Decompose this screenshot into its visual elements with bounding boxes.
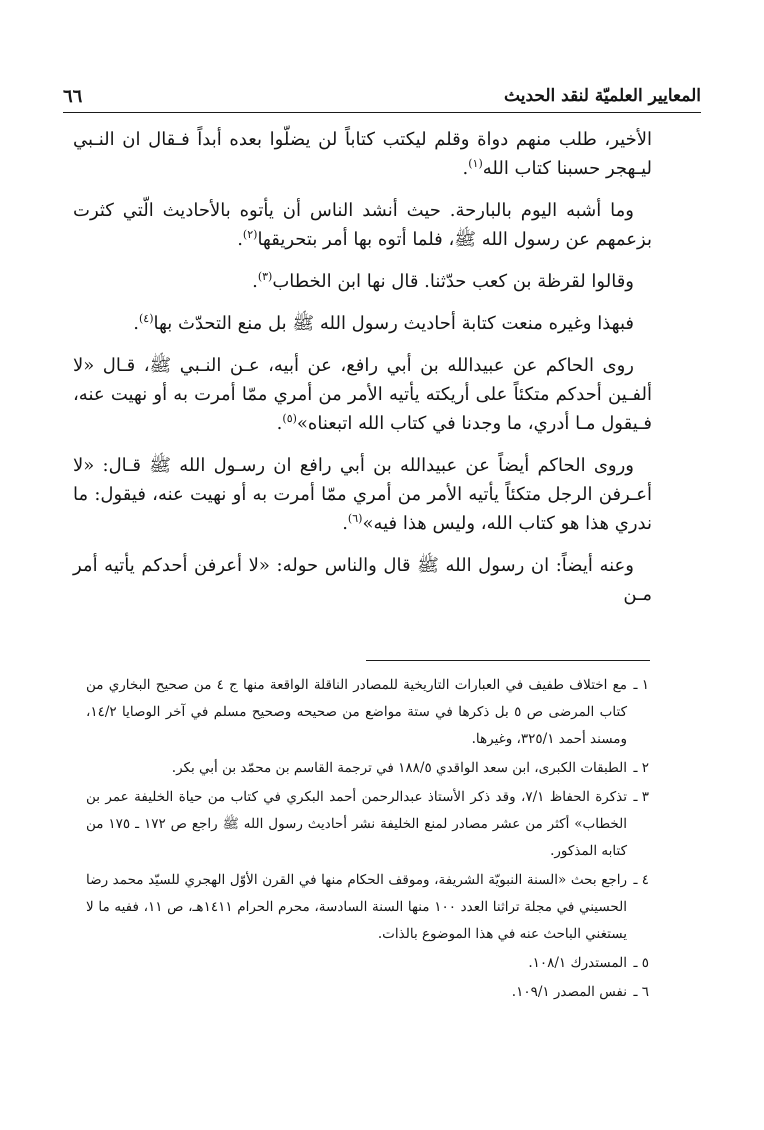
footnote-ref: (٢) (242, 228, 258, 241)
footnote: ٦ ـ نفس المصدر ١٠٩/١. (86, 979, 649, 1006)
footnote: ٣ ـ تذكرة الحفاظ ٧/١، وقد ذكر الأستاذ عبدالرحمن أحمد البكري في كتاب من حياة الخليفة عمر بن الخطاب» أكثر من عشر مصادر لمنع الخليفة نشر أحاديث رسول الله ﷺ راجع ص ١٧٢ ـ ١٧٥ من كتابه المذكور. (86, 784, 649, 865)
footnote: ٥ ـ المستدرك ١٠٨/١. (86, 950, 649, 977)
footnote: ١ ـ مع اختلاف طفيف في العبارات التاريخية للمصادر الناقلة الواقعة منها ج ٤ من صحيح البخاري من كتاب المرضى ص ٥ بل ذكرها في ستة مواضع من صحيحه وصحيح مسلم في آخر الوصايا ١٤/٢، ومسند أحمد ٣٢٥/١، وغيرها. (86, 672, 649, 753)
footnotes (86, 672, 649, 1008)
footnote: ٤ ـ راجع بحث «السنة النبويّة الشريفة، وموقف الحكام منها في القرن الأوّل الهجري للسيّد محمد رضا الحسيني في مجلة تراثنا العدد ١٠٠ منها السنة السادسة، محرم الحرام ١٤١١هـ، ص ١١، ففيه ما لا يستغني الباحث عنه في هذا الموضوع بالذات. (86, 867, 649, 948)
page-number: ٦٦ (63, 86, 83, 107)
paragraph: فبهذا وغيره منعت كتابة أحاديث رسول الله ﷺ بل منع التحدّث بها$^{(٤)}$. (133, 312, 634, 334)
footnote-separator (366, 660, 650, 661)
paragraph: وروى الحاكم أيضاً عن عبيدالله بن أبي رافع ان رسـول الله ﷺ قـال: «لا أعـرفن الرجل متكئاً يأتيه الأمر من أمري ممّا أمرت به أو نهيت عنه، فيقول: ما ندري هذا هو كتاب الله، وليس هذا فيه»$^{(٦)}$. (73, 455, 652, 534)
running-title: المعايير العلميّة لنقد الحديث (504, 86, 701, 106)
main-text (73, 125, 652, 622)
footnote-ref: (٤) (138, 312, 154, 325)
footnote-ref: (١) (468, 157, 483, 170)
footnote-number: ٢ ـ (633, 760, 649, 776)
footnote-number: ٦ ـ (633, 984, 649, 1000)
footnote-number: ٣ ـ (633, 789, 649, 805)
paragraph: الأخير، طلب منهم دواة وقلم ليكتب كتاباً لن يضلّوا بعده أبداً فـقال ان النـبي ليـهجر حسبنا كتاب الله$^{(١)}$. (73, 129, 653, 179)
running-header (63, 80, 701, 113)
paragraph: وعنه أيضاً: ان رسول الله ﷺ قال والناس حوله: «لا أعرفن أحدكم يأتيه أمر مـن (73, 555, 652, 605)
footnote-ref: (٦) (347, 512, 363, 525)
paragraph: روى الحاكم عن عبيدالله بن أبي رافع، عن أبيه، عـن النـبي ﷺ، قـال «لا ألفـين أحدكم متكئاً على أريكته يأتيه الأمر من أمري ممّا أمرت به أو نهيت عنه، فـيقول مـا أدري، ما وجدنا في كتاب الله اتبعناه»$^{(٥)}$. (73, 355, 652, 434)
footnote: ٢ ـ الطبقات الكبرى، ابن سعد الواقدي ١٨٨/٥ في ترجمة القاسم بن محمّد بن أبي بكر. (86, 755, 649, 782)
footnote-ref: (٥) (282, 412, 297, 425)
footnote-number: ٤ ـ (633, 872, 649, 888)
footnote-number: ١ ـ (633, 677, 649, 693)
footnote-ref: (٣) (257, 270, 273, 283)
paragraph: وقالوا لقرظة بن كعب حدّثنا. قال نها ابن الخطاب$^{(٣)}$. (252, 270, 634, 292)
footnote-number: ٥ ـ (633, 955, 649, 971)
paragraph: وما أشبه اليوم بالبارحة. حيث أنشد الناس أن يأتوه بالأحاديث الّتي كثرت بزعمهم عن رسول الله ﷺ، فلما أتوه بها أمر بتحريقها$^{(٢)}$. (73, 200, 652, 250)
